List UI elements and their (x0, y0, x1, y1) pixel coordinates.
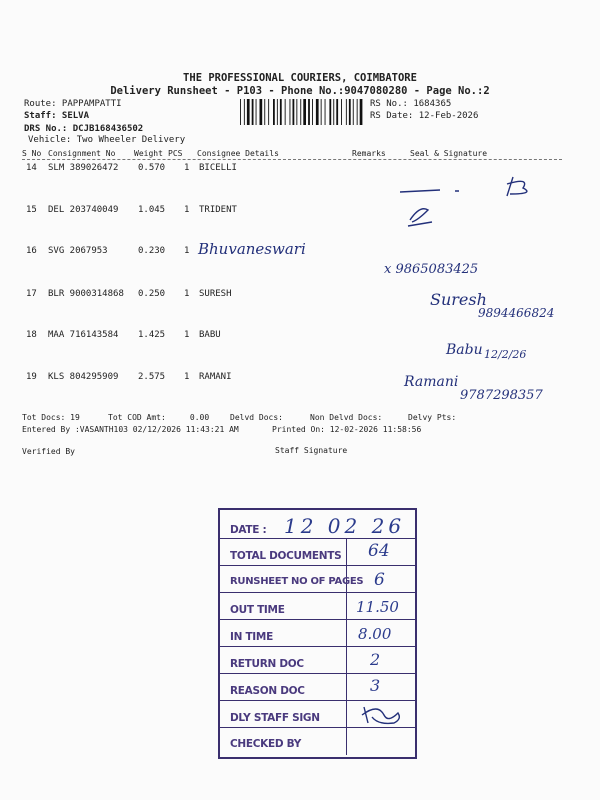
barcode-bar (357, 99, 358, 125)
row-weight: 1.425 (138, 330, 166, 340)
row-sno: 18 (26, 330, 37, 340)
handwritten-phone: x 9865083425 (384, 262, 479, 277)
delivery-points: Delvy Pts: (408, 413, 457, 422)
stamp-value: 11.50 (356, 598, 399, 616)
row-pcs: 1 (184, 205, 190, 215)
row-consignment: MAA 716143584 (48, 330, 119, 340)
handwritten-phone: 9787298357 (460, 388, 543, 403)
row-pcs: 1 (184, 163, 190, 173)
col-consignee: Consignee Details (197, 149, 279, 158)
stamp-label: TOTAL DOCUMENTS (230, 550, 342, 562)
table-row (0, 372, 600, 386)
row-sno: 14 (26, 163, 37, 173)
barcode-bar (260, 99, 263, 125)
handwritten-name: Suresh (430, 290, 487, 309)
barcode-bar (353, 99, 354, 125)
row-pcs: 1 (184, 372, 190, 382)
barcode-bar (325, 99, 326, 125)
stamp-label: REASON DOC (230, 685, 305, 697)
row-pcs: 1 (184, 246, 190, 256)
stamp-label: RETURN DOC (230, 658, 304, 670)
handwritten-name: Ramani (404, 374, 459, 390)
barcode-bar (349, 99, 351, 125)
barcode-bar (256, 99, 257, 125)
row-consignee: SURESH (199, 289, 232, 299)
row-sno: 19 (26, 372, 37, 382)
row-weight: 1.045 (138, 205, 166, 215)
row-consignment: KLS 804295909 (48, 372, 119, 382)
entered-by: Entered By :VASANTH103 02/12/2026 11:43:21 AM (22, 425, 239, 434)
table-row (0, 330, 600, 344)
row-sno: 15 (26, 205, 37, 215)
row-consignee: RAMANI (199, 372, 232, 382)
delivered-docs: Delvd Docs: (230, 413, 283, 422)
stamp-value: 8.00 (358, 625, 392, 643)
barcode-bar (247, 99, 250, 125)
handwritten-name: Babu (446, 342, 483, 358)
col-seal-signature: Seal & Signature (410, 149, 488, 158)
table-row (0, 289, 600, 303)
barcode (240, 99, 366, 125)
barcode-bar (312, 99, 313, 125)
signature-row-15 (400, 200, 450, 230)
row-weight: 0.570 (138, 163, 166, 173)
stamp-row (218, 700, 416, 701)
barcode-bar (346, 99, 347, 125)
rs-date: RS Date: 12-Feb-2026 (370, 111, 479, 121)
non-delivered-docs: Non Delvd Docs: (310, 413, 383, 422)
stamp-row-date (218, 538, 416, 539)
stamp-row (218, 619, 416, 620)
stamp-row (218, 565, 416, 566)
barcode-bar (268, 99, 269, 125)
printed-on: Printed On: 12-02-2026 11:58:56 (272, 425, 422, 434)
col-weight: Weight (134, 149, 163, 158)
table-row (0, 205, 600, 219)
col-consignment: Consignment No (48, 149, 116, 158)
col-sno: S No (22, 149, 42, 158)
verified-by: Verified By (22, 447, 75, 456)
staff-signature-scribble (358, 703, 408, 727)
barcode-bar (308, 99, 310, 125)
barcode-bar (264, 99, 265, 125)
row-sno: 16 (26, 246, 37, 256)
stamp-value: 64 (368, 541, 390, 561)
barcode-bar (300, 99, 301, 125)
handwritten-date: 12/2/26 (484, 348, 527, 361)
stamp-row (218, 592, 416, 593)
drs-number: DRS No.: DCJB168436502 (24, 124, 144, 134)
barcode-bar (293, 99, 295, 125)
staff-signature-label: Staff Signature (275, 446, 348, 455)
barcode-bar (303, 99, 306, 125)
barcode-bar (336, 99, 338, 125)
row-weight: 0.250 (138, 289, 166, 299)
row-consignment: SVG 2067953 (48, 246, 108, 256)
barcode-bar (290, 99, 291, 125)
row-consignee: BABU (199, 330, 221, 340)
stamp-value: 3 (370, 676, 381, 695)
stamp-value: 6 (374, 570, 385, 590)
stamp-row (218, 673, 416, 674)
handwritten-name: Bhuvaneswari (198, 240, 306, 258)
stamp-label: IN TIME (230, 631, 273, 643)
barcode-bar (360, 99, 363, 125)
stamp-row (218, 727, 416, 728)
handwritten-phone: 9894466824 (478, 306, 555, 320)
stamp-row (218, 646, 416, 647)
barcode-bar (280, 99, 282, 125)
office-stamp (218, 508, 416, 758)
stamp-label: CHECKED BY (230, 738, 302, 750)
col-pcs: PCS (168, 149, 183, 158)
barcode-bar (321, 99, 322, 125)
staff-label: Staff: SELVA (24, 111, 90, 121)
header-divider (22, 159, 562, 160)
barcode-bar (252, 99, 254, 125)
total-docs: Tot Docs: 19 (22, 413, 80, 422)
row-weight: 0.230 (138, 246, 166, 256)
row-weight: 2.575 (138, 372, 166, 382)
stamp-value: 2 (370, 650, 381, 669)
barcode-bar (277, 99, 278, 125)
total-cod: Tot COD Amt: 0.00 (108, 413, 210, 422)
row-consignee: BICELLI (199, 163, 237, 173)
barcode-bar (341, 99, 342, 125)
company-title: THE PROFESSIONAL COURIERS, COIMBATORE (183, 72, 417, 84)
route-label: Route: PAPPAMPATTI (24, 99, 122, 109)
barcode-bar (296, 99, 297, 125)
stamp-date-value: 12 02 26 (284, 514, 406, 538)
stamp-label: OUT TIME (230, 604, 285, 616)
rs-number: RS No.: 1684365 (370, 99, 452, 109)
barcode-bar (240, 99, 241, 125)
row-pcs: 1 (184, 330, 190, 340)
barcode-bar (333, 99, 334, 125)
row-consignment: DEL 203740049 (48, 205, 119, 215)
stamp-label: DLY STAFF SIGN (230, 712, 320, 724)
row-pcs: 1 (184, 289, 190, 299)
row-consignment: SLM 389026472 (48, 163, 119, 173)
stamp-label: RUNSHEET NO OF PAGES (230, 576, 364, 587)
stamp-date-label: DATE : (230, 524, 267, 536)
signature-row-14 (395, 172, 545, 202)
row-consignee: TRIDENT (199, 205, 237, 215)
col-remarks: Remarks (352, 149, 386, 158)
barcode-bar (316, 99, 319, 125)
barcode-bar (285, 99, 286, 125)
vehicle-label: Vehicle: Two Wheeler Delivery (28, 135, 186, 145)
barcode-bar (244, 99, 245, 125)
row-consignment: BLR 9000314868 (48, 289, 124, 299)
row-sno: 17 (26, 289, 37, 299)
runsheet-title: Delivery Runsheet - P103 - Phone No.:9047080280 - Page No.:2 (110, 85, 490, 97)
barcode-bar (329, 99, 331, 125)
barcode-bar (273, 99, 275, 125)
